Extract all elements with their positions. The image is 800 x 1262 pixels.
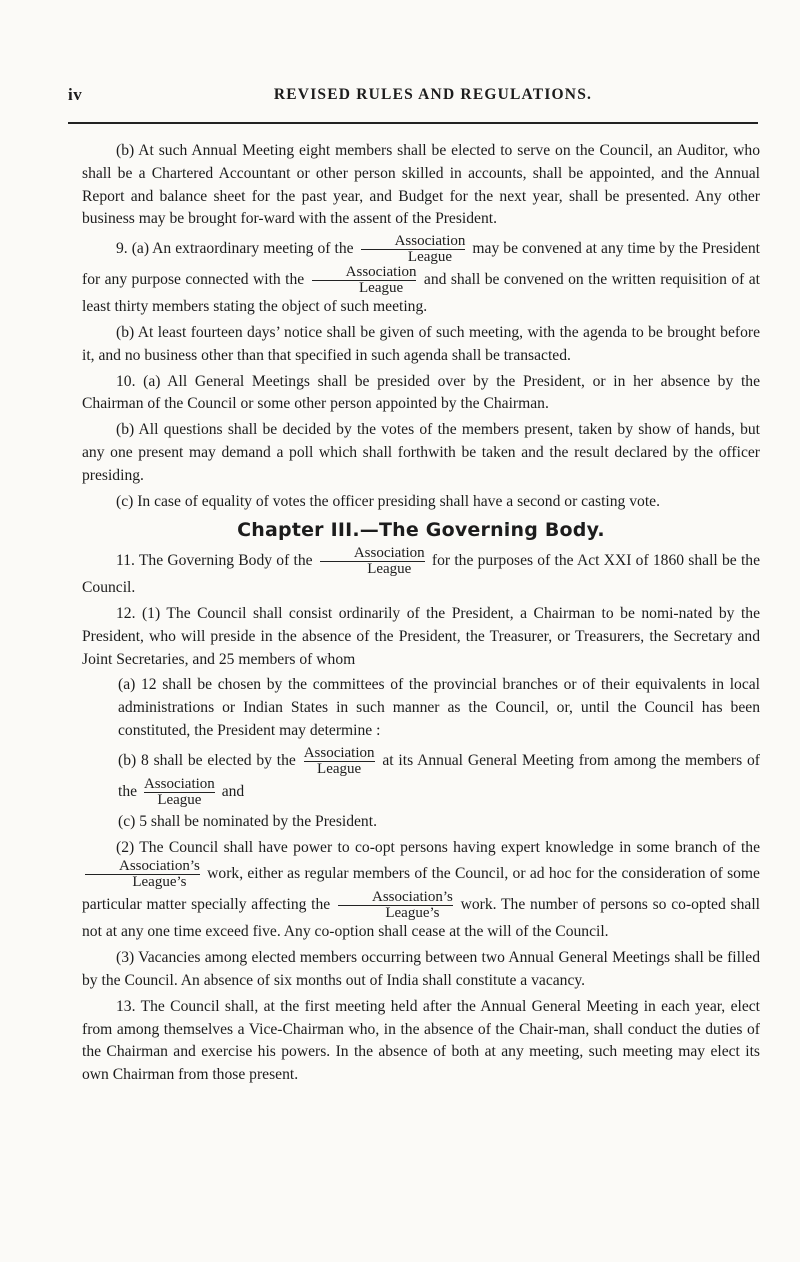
rule-12-sublist [82,674,760,833]
rule-9a [82,234,760,319]
page-header [68,84,758,112]
rule-12-2 [82,837,760,945]
rule-10b: (b) All questions shall be decided by the votes of the members present, taken by show of hands, but any one present may demand a poll which shall forthwith be taken and the result declared by the officer presiding. [82,421,760,484]
rule-9a-text-2: may be convened at any time by the President for any purpose connected with the [82,240,760,289]
header-rule [68,122,758,124]
rule-12b-text-3: and [221,782,245,800]
rule-12-2-text-2: work, either as regular members of the Council, or ad hoc for the consideration of some particular matter specially affecting the [82,865,760,914]
running-title: REVISED RULES AND REGULATIONS. [273,86,593,103]
rule-13: 13. The Council shall, at the first meeting held after the Annual General Meeting in each year, elect from among themselves a Vice-Chairman who, in the absence of the Chair-man, shall conduct the duties of the Chairman and exercise his powers. In the absence of both at any meeting, such meeting may elect its own Chairman from those present. [82,997,760,1084]
page-number: iv [68,85,83,104]
rule-12b-text-1: (b) 8 shall be elected by the [118,751,296,769]
rule-10a: 10. (a) All General Meetings shall be presided over by the President, or in her absence by the Chairman of the Council or some other person appointed by the Chairman. [82,372,760,413]
rule-9a-text-1: 9. (a) An extraordinary meeting of the [116,240,354,258]
fraction-association-league: $\frac{\text{Association}}{\text{League}}$ [320,546,425,577]
rule-12-1: 12. (1) The Council shall consist ordinarily of the President, a Chairman to be nomi-nated by the President, who will preside in the absence of the President, the Treasurer, or Treasurers, the Secretary and Joint Secretaries, and 25 members of whom [82,604,760,668]
rule-12-2-text-1: (2) The Council shall have power to co-opt persons having expert knowledge in some branch of the [116,838,760,856]
document-body [82,140,760,1087]
rule-12a: (a) 12 shall be chosen by the committees of the provincial branches or of their equivalents in local administrations or Indian States in such manner as the Council, or, until the Council has been constituted, the President may determine : [118,676,760,739]
fraction-associations-leagues: $\frac{\text{Association’s}}{\text{League’s}}$ [338,890,453,921]
rule-9b: (b) At least fourteen days’ notice shall be given of such meeting, with the agenda to be brought before it, and no business other than that specified in such agenda shall be transacted. [82,323,760,364]
rule-11-text-2: for the purposes of the Act XXI of 1860 shall be the Council. [82,552,760,597]
fraction-associations-leagues: $\frac{\text{Association’s}}{\text{League’s}}$ [85,859,200,890]
rule-12b-text-2: at its Annual General Meeting from among the members of the [118,751,761,800]
rule-12b [118,746,760,808]
rule-9a-text-3: and shall be convened on the written requisition of at least thirty members stating the object of such meeting. [82,271,760,316]
fraction-association-league: $\frac{\text{Association}}{\text{League}}$ [303,744,375,777]
rule-11-text-1: 11. The Governing Body of the [116,552,313,570]
rule-11 [82,546,760,600]
chapter-heading: Chapter III.—The Governing Body. [237,519,605,542]
rule-8b: (b) At such Annual Meeting eight members shall be elected to serve on the Council, an Auditor, who shall be a Chartered Accountant or other person skilled in accounts, shall be appointed, and the Annual Report and balance sheet for the past year, and Budget for the next year, shall be presented. Any other business may be brought for-ward with the assent of the President. [82,142,760,228]
rule-12-2-text-3: work. The number of persons so co-opted shall not at any one time exceed five. Any co-option shall cease at the will of the Council. [82,896,760,941]
fraction-association-league: $\frac{\text{Association}}{\text{League}}$ [361,234,466,265]
rule-12c: (c) 5 shall be nominated by the President. [118,812,377,830]
fraction-association-league: $\frac{\text{Association}}{\text{League}}$ [312,265,417,296]
rule-12-3: (3) Vacancies among elected members occurring between two Annual General Meetings shall be filled by the Council. An absence of six months out of India shall constitute a vacancy. [82,949,760,989]
rule-10c: (c) In case of equality of votes the officer presiding shall have a second or casting vote. [116,492,660,510]
fraction-association-league: $\frac{\text{Association}}{\text{League}}$ [143,775,215,808]
